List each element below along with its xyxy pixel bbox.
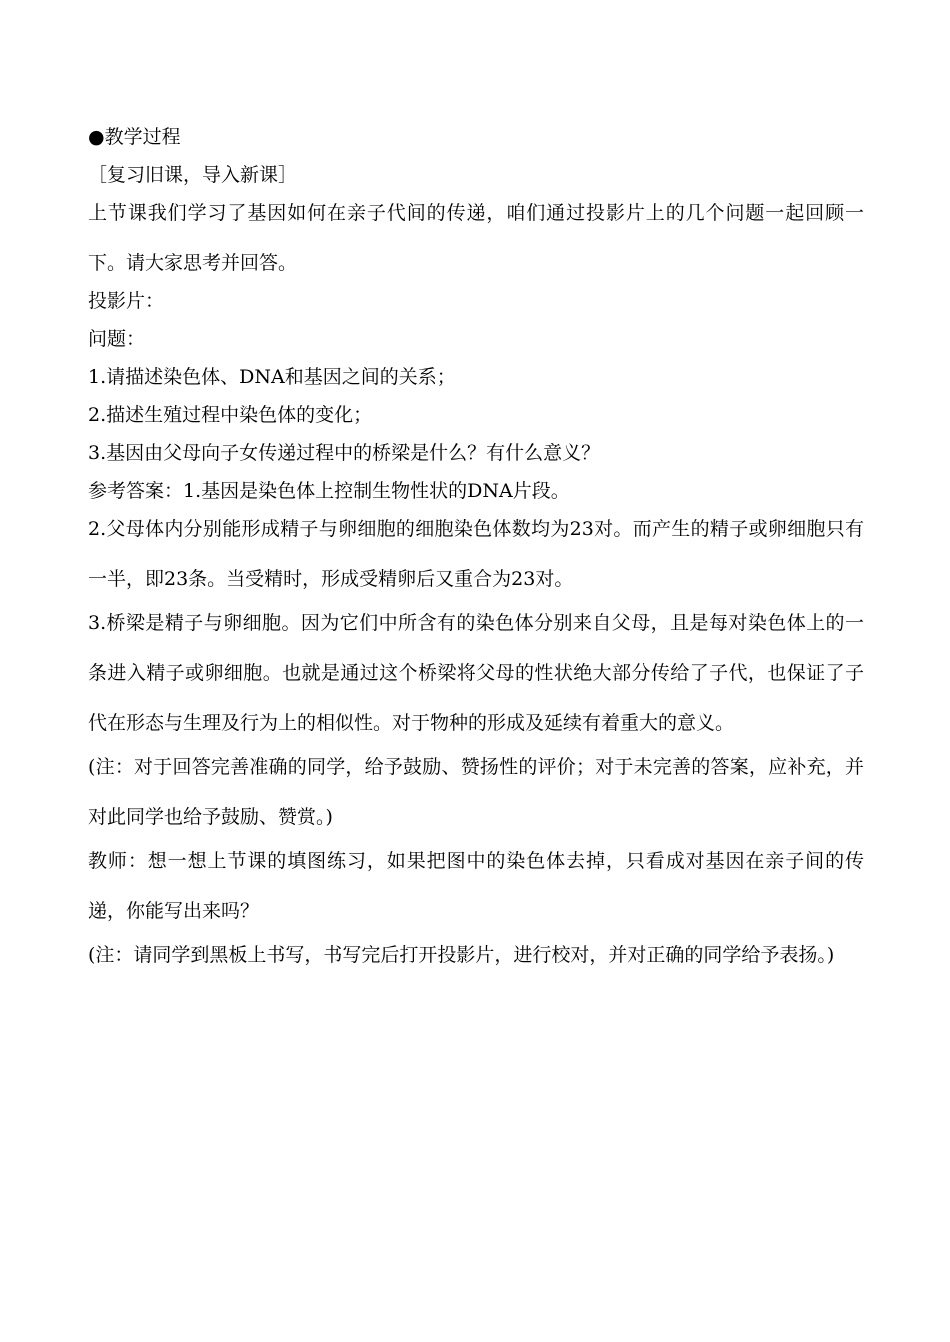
question-item: 1.请描述染色体、DNA和基因之间的关系； — [88, 366, 456, 388]
document-body — [88, 118, 864, 974]
question-item: 2.描述生殖过程中染色体的变化； — [88, 404, 373, 426]
section-heading: ●教学过程 — [88, 126, 181, 148]
subsection-heading: ［复习旧课，导入新课］ — [88, 164, 298, 186]
note-paragraph: (注：请同学到黑板上书写，书写完后打开投影片，进行校对，并对正确的同学给予表扬。) — [88, 944, 835, 966]
answer-item: 3.桥梁是精子与卵细胞。因为它们中所含有的染色体分别来自父母，且是每对染色体上的一条进入精子或卵细胞。也就是通过这个桥梁将父母的性状绝大部分传给了子代，也保证了子代在形态与生理及行为上的相似性。对于物种的形成及延续有着重大的意义。 — [88, 612, 864, 734]
question-item: 3.基因由父母向子女传递过程中的桥梁是什么？有什么意义？ — [88, 442, 601, 464]
slide-label: 投影片： — [88, 290, 165, 312]
intro-paragraph: 上节课我们学习了基因如何在亲子代间的传递，咱们通过投影片上的几个问题一起回顾一下。请大家思考并回答。 — [88, 202, 864, 274]
note-paragraph: (注：对于回答完善准确的同学，给予鼓励、赞扬性的评价；对于未完善的答案，应补充，并对此同学也给予鼓励、赞赏。) — [88, 756, 864, 828]
question-label: 问题： — [88, 328, 146, 350]
teacher-paragraph: 教师：想一想上节课的填图练习，如果把图中的染色体去掉，只看成对基因在亲子间的传递，你能写出来吗？ — [88, 850, 864, 922]
answer-item: 参考答案：1.基因是染色体上控制生物性状的DNA片段。 — [88, 480, 570, 502]
answer-item: 2.父母体内分别能形成精子与卵细胞的细胞染色体数均为23对。而产生的精子或卵细胞只有一半，即23条。当受精时，形成受精卵后又重合为23对。 — [88, 518, 864, 590]
